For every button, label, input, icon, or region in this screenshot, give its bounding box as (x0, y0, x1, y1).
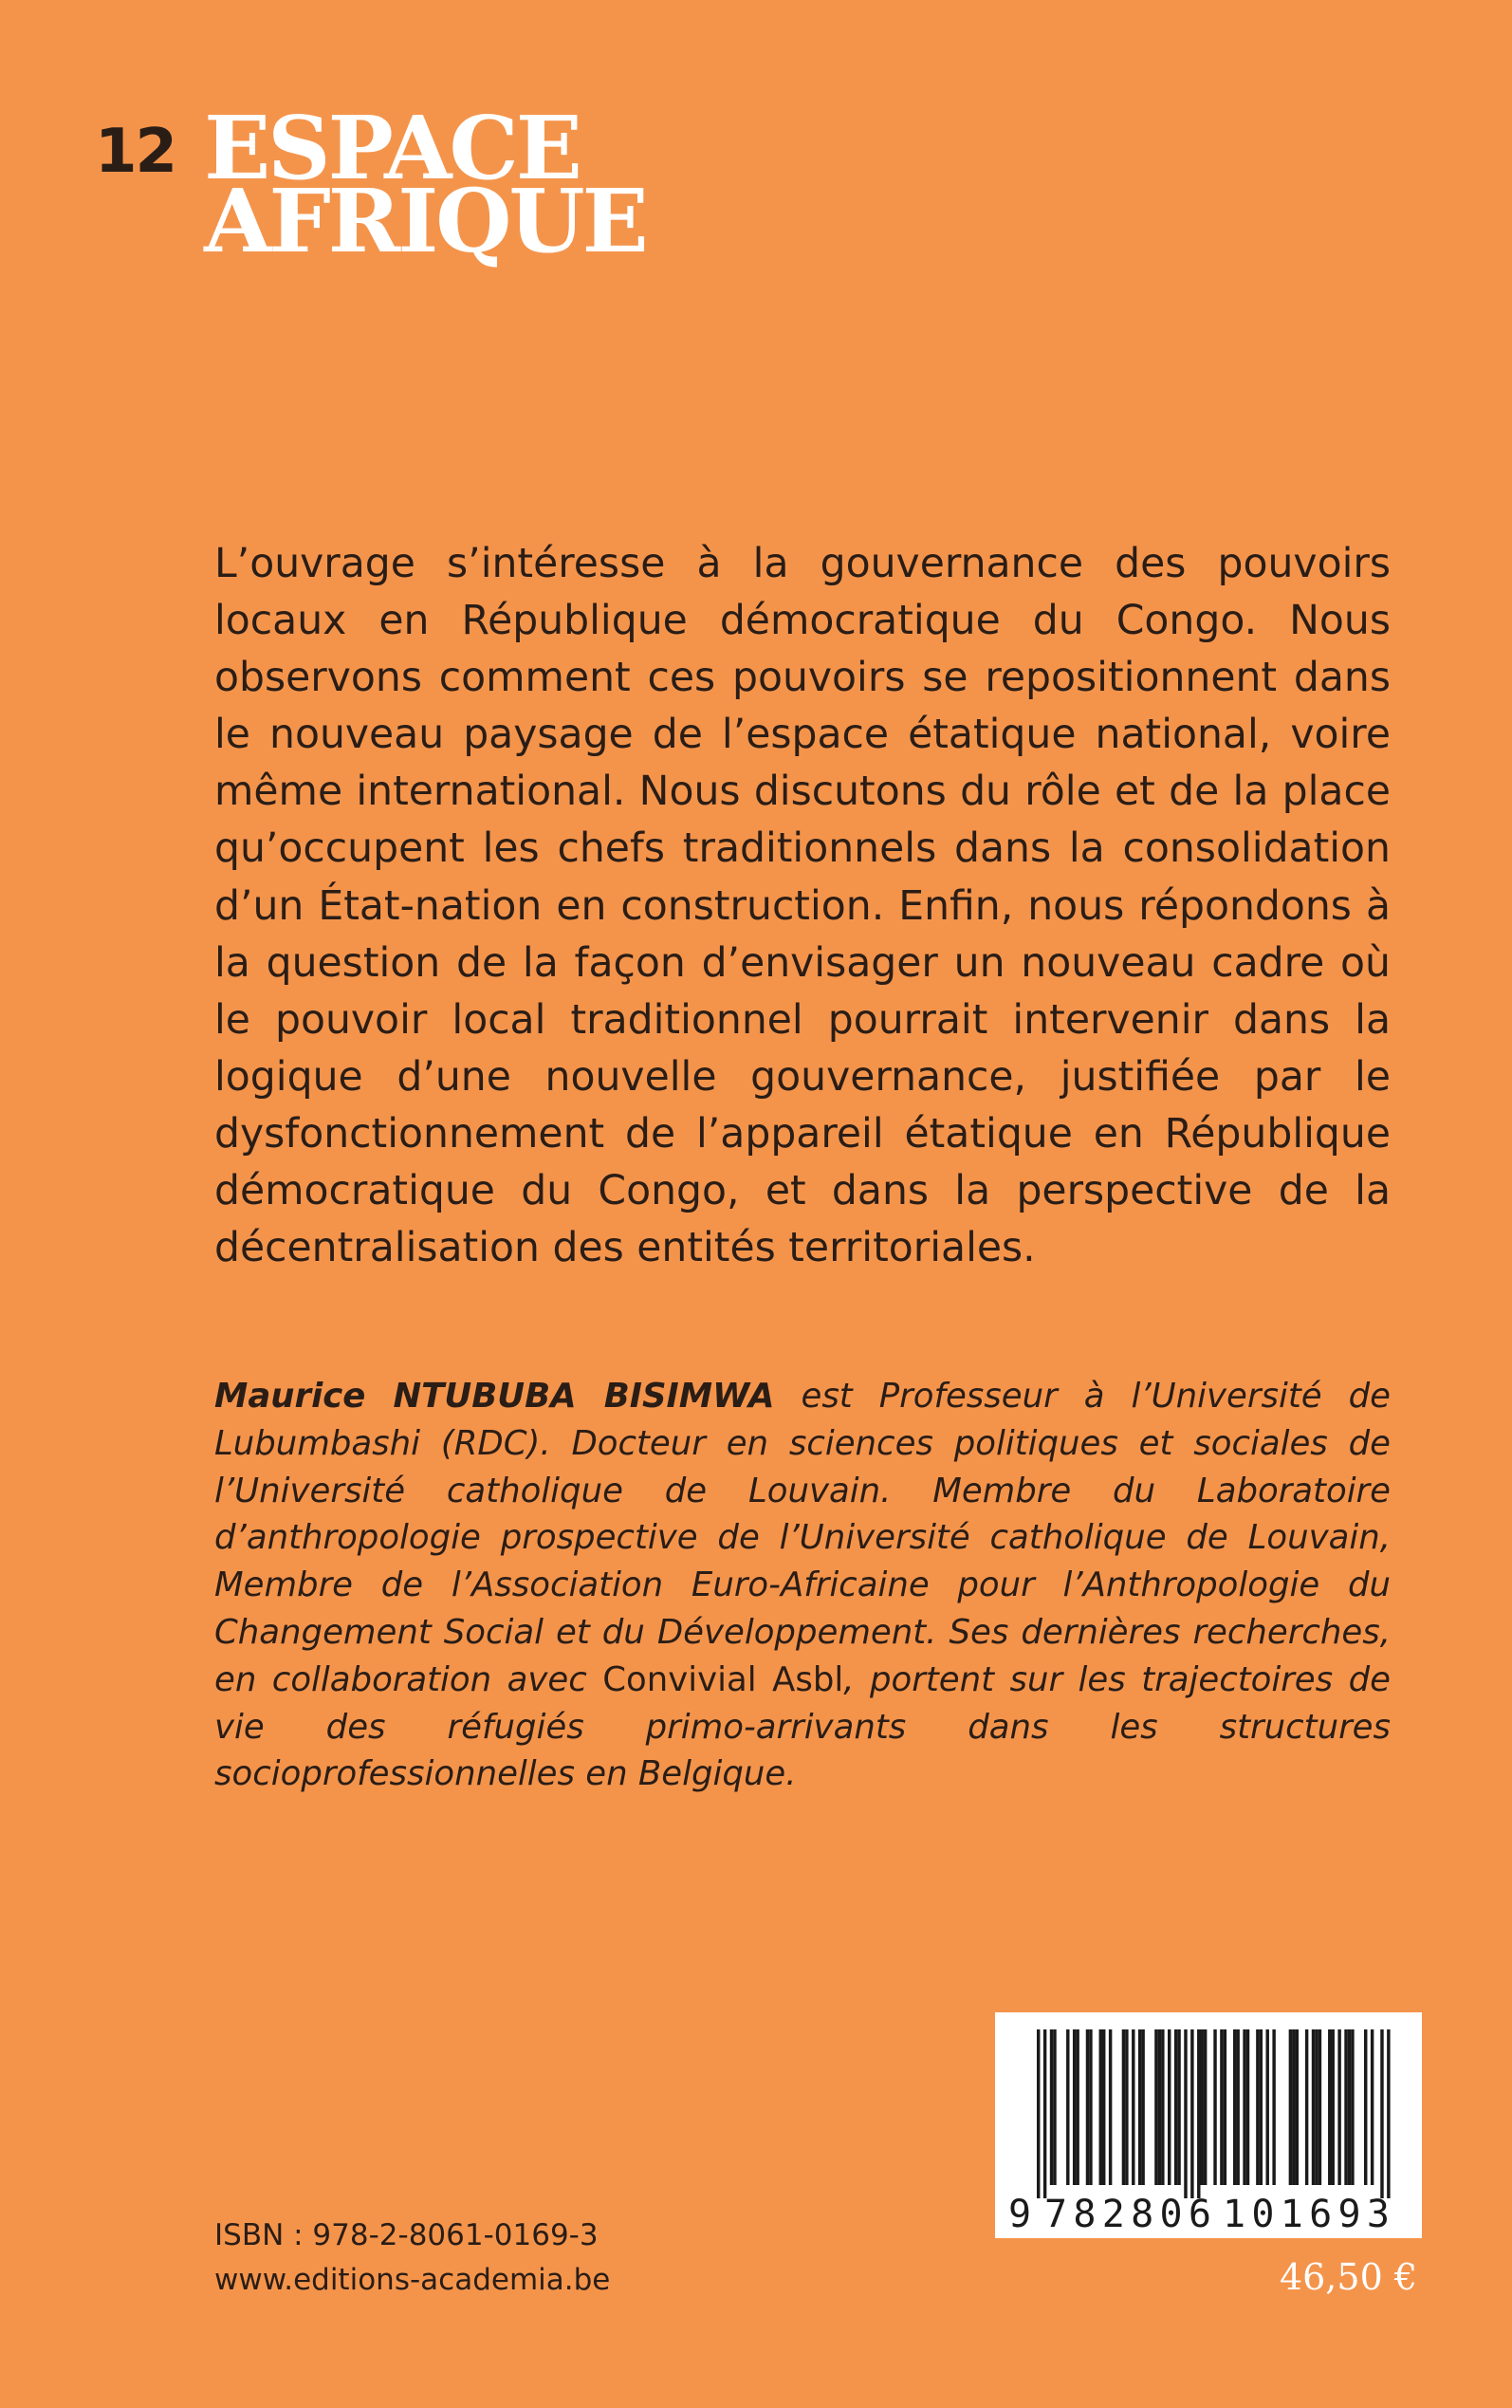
author-bio (214, 1373, 1391, 1798)
barcode-bar (1089, 2029, 1092, 2185)
barcode-bar (1053, 2029, 1056, 2185)
barcode-bar (1296, 2029, 1299, 2185)
barcode-bar (1315, 2029, 1318, 2185)
barcode-bar (1132, 2029, 1134, 2185)
barcode-bar (1043, 2029, 1046, 2198)
barcode-bar (1168, 2029, 1171, 2185)
bio-organization: Convivial Asbl (602, 1659, 844, 1699)
bio-text-part1: est Professeur à l’Université de Lubumbashi (RDC). Docteur en sciences politiques et sociales de l’Université catholique de Louvain. Membre du Laboratoire d’anthropologie prospective de l’Université catholique de Louvain, Membre de l’Association Euro-Africaine pour l’Anthropologie du Changement Social et du Développement. Ses dernières recherches, en collaboration avec (214, 1377, 1391, 1699)
author-name: Maurice NTUBUBA BISIMWA (214, 1377, 775, 1416)
barcode-bar (1246, 2029, 1249, 2185)
barcode-bar (1125, 2029, 1128, 2185)
publisher-website[interactable]: www.editions-academia.be (214, 2263, 611, 2297)
barcode-bar (1272, 2029, 1275, 2185)
barcode-bar (1364, 2029, 1367, 2185)
barcode-bar (1344, 2029, 1347, 2185)
bio-text-part2: , portent sur les trajectoires de vie des réfugiés primo-arrivants dans les structures socioprofessionnelles en Belgique. (214, 1659, 1391, 1794)
barcode-bar (1318, 2029, 1321, 2185)
barcode-bar (1305, 2029, 1308, 2185)
barcode-bar (1037, 2029, 1040, 2198)
barcode-bar (1328, 2029, 1331, 2185)
barcode-group2: 101693 (1223, 2193, 1390, 2236)
barcode-bar (1109, 2029, 1112, 2185)
barcode-first-digit: 9 (1008, 2193, 1032, 2236)
barcode-bar (1260, 2029, 1263, 2185)
barcode-bar (1138, 2029, 1141, 2185)
barcode-bar (1337, 2029, 1340, 2185)
series-title-line1: ESPACE (204, 97, 580, 199)
barcode-bar (1201, 2029, 1204, 2185)
barcode-bar (1102, 2029, 1105, 2185)
barcode-bar (1371, 2029, 1374, 2185)
barcode-bar (1197, 2029, 1200, 2198)
barcode-bar (1312, 2029, 1315, 2185)
barcode-bar (1236, 2029, 1239, 2185)
barcode-bar (1351, 2029, 1354, 2185)
barcode-bar (1220, 2029, 1223, 2185)
barcode-bar (1161, 2029, 1164, 2185)
price: 46,50 € (1279, 2256, 1417, 2298)
barcode-bar (1141, 2029, 1144, 2185)
series-title (204, 97, 646, 273)
barcode-bar (1256, 2029, 1259, 2185)
barcode-bar (1380, 2029, 1383, 2198)
isbn: ISBN : 978-2-8061-0169-3 (214, 2218, 599, 2252)
barcode-group1: 782806 (1044, 2193, 1211, 2236)
barcode-bar (1174, 2029, 1177, 2185)
barcode-bar (1266, 2029, 1269, 2185)
barcode-bar (1177, 2029, 1180, 2185)
barcode-bar (1213, 2029, 1216, 2185)
barcode-bar (1224, 2029, 1226, 2185)
barcode-bar (1292, 2029, 1295, 2185)
barcode-bar (1387, 2029, 1390, 2198)
barcode-bar (1243, 2029, 1245, 2185)
barcode-bar (1086, 2029, 1089, 2185)
barcode-bar (1066, 2029, 1069, 2185)
barcode-bar (1122, 2029, 1125, 2185)
barcode-bar (1073, 2029, 1076, 2185)
barcode-bar (1154, 2029, 1157, 2185)
barcode-bar (1348, 2029, 1351, 2185)
barcode-bar (1184, 2029, 1187, 2198)
series-title-line2: AFRIQUE (204, 170, 646, 273)
barcode-graphic (995, 2012, 1422, 2238)
barcode-bar (1158, 2029, 1161, 2185)
barcode-bar (1076, 2029, 1079, 2185)
barcode-bar (1233, 2029, 1236, 2185)
series-number: 12 (95, 117, 176, 187)
barcode (995, 2012, 1422, 2238)
series-header (95, 97, 646, 273)
barcode-bar (1190, 2029, 1193, 2198)
barcode-bar (1204, 2029, 1207, 2185)
book-abstract: L’ouvrage s’intéresse à la gouvernance des pouvoirs locaux en République démocratique du Congo. Nous observons comment ces pouvoirs se repositionnent dans le nouveau paysage de l’espace étatique national, voire même international. Nous discutons du rôle et de la place qu’occupent les chefs traditionnels dans la consolidation d’un État-nation en construction. Enfin, nous répondons à la question de la façon d’envisager un nouveau cadre où le pouvoir local traditionnel pourrait intervenir dans la logique d’une nouvelle gouvernance, justifiée par le dysfonctionnement de l’appareil étatique en République démocratique du Congo, et dans la perspective de la décentralisation des entités territoriales. (214, 541, 1391, 1272)
barcode-bar (1050, 2029, 1053, 2185)
barcode-bar (1332, 2029, 1335, 2185)
barcode-bar (1099, 2029, 1102, 2185)
barcode-bar (1289, 2029, 1292, 2185)
